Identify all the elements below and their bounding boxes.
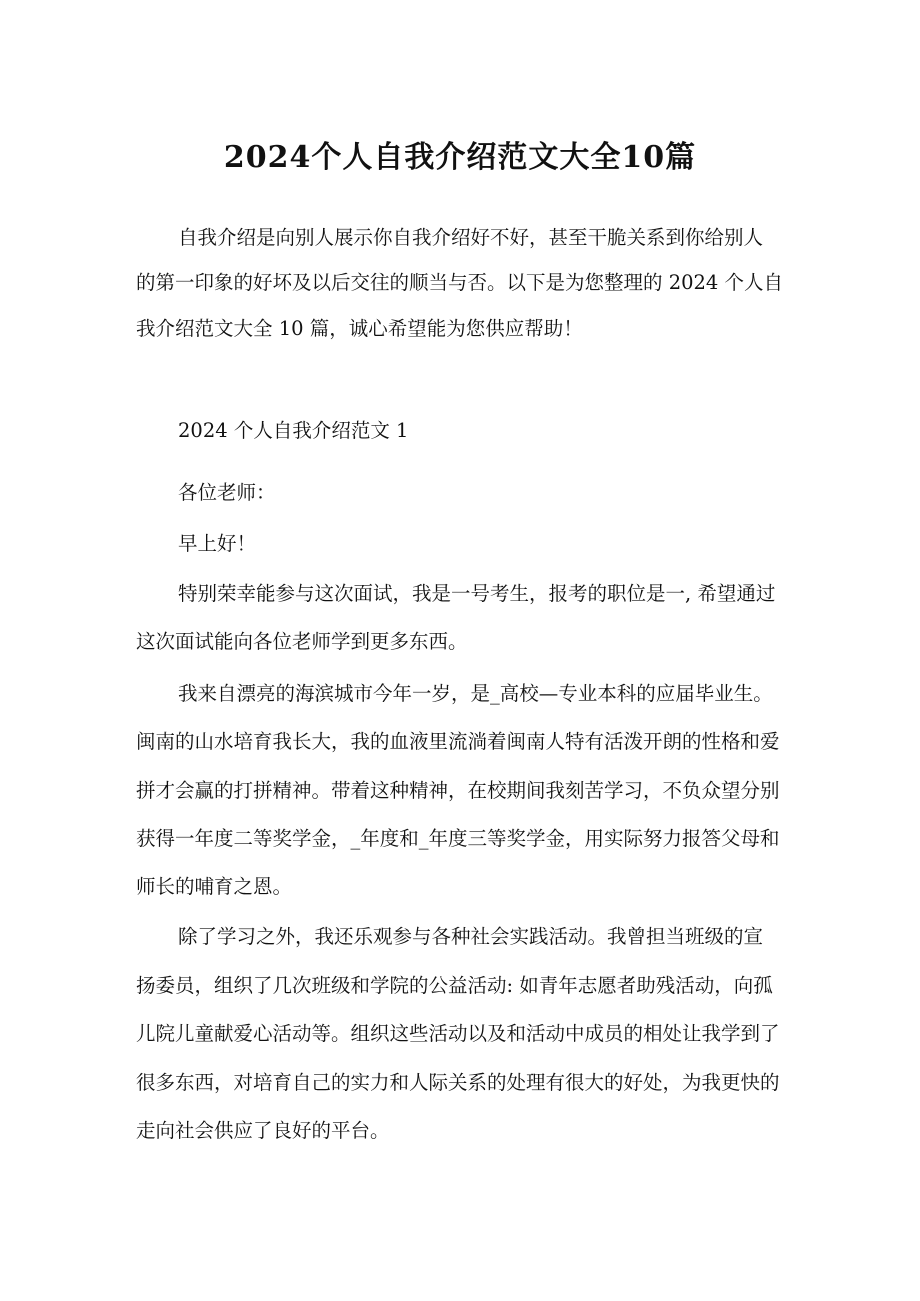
intro-line: 我介绍范文大全 10 篇，诚心希望能为您供应帮助！ bbox=[136, 317, 583, 340]
salutation: 各位老师： bbox=[178, 481, 276, 504]
paragraph-line: 拼才会赢的打拼精神。带着这种精神，在校期间我刻苦学习，不负众望分别 bbox=[136, 779, 780, 802]
paragraph-line: 特别荣幸能参与这次面试，我是一号考生，报考的职位是一, 希望通过 bbox=[178, 582, 776, 605]
paragraph-line: 除了学习之外，我还乐观参与各种社会实践活动。我曾担当班级的宣 bbox=[178, 925, 764, 948]
document-title: 2024个人自我介绍范文大全10篇 bbox=[223, 140, 697, 175]
intro-line: 自我介绍是向别人展示你自我介绍好不好，甚至干脆关系到你给别人 bbox=[178, 226, 764, 249]
greeting: 早上好！ bbox=[178, 532, 257, 555]
paragraph-line: 获得一年度二等奖学金，_年度和_年度三等奖学金，用实际努力报答父母和 bbox=[136, 827, 780, 850]
paragraph-line: 扬委员，组织了几次班级和学院的公益活动: 如青年志愿者助残活动，向孤 bbox=[136, 974, 773, 997]
paragraph-line: 很多东西，对培育自己的实力和人际关系的处理有很大的好处，为我更快的 bbox=[136, 1071, 780, 1094]
section-heading: 2024 个人自我介绍范文 1 bbox=[178, 419, 409, 442]
paragraph-line: 这次面试能向各位老师学到更多东西。 bbox=[136, 630, 468, 653]
paragraph-line: 我来自漂亮的海滨城市今年一岁，是_高校—专业本科的应届毕业生。 bbox=[178, 682, 773, 705]
paragraph-line: 师长的哺育之恩。 bbox=[136, 875, 293, 898]
paragraph-line: 儿院儿童献爱心活动等。组织这些活动以及和活动中成员的相处让我学到了 bbox=[136, 1022, 780, 1045]
paragraph-line: 闽南的山水培育我长大，我的血液里流淌着闽南人特有活泼开朗的性格和爱 bbox=[136, 730, 780, 753]
paragraph-line: 走向社会供应了良好的平台。 bbox=[136, 1119, 390, 1142]
intro-line: 的第一印象的好坏及以后交往的顺当与否。以下是为您整理的 2024 个人自 bbox=[136, 271, 784, 294]
